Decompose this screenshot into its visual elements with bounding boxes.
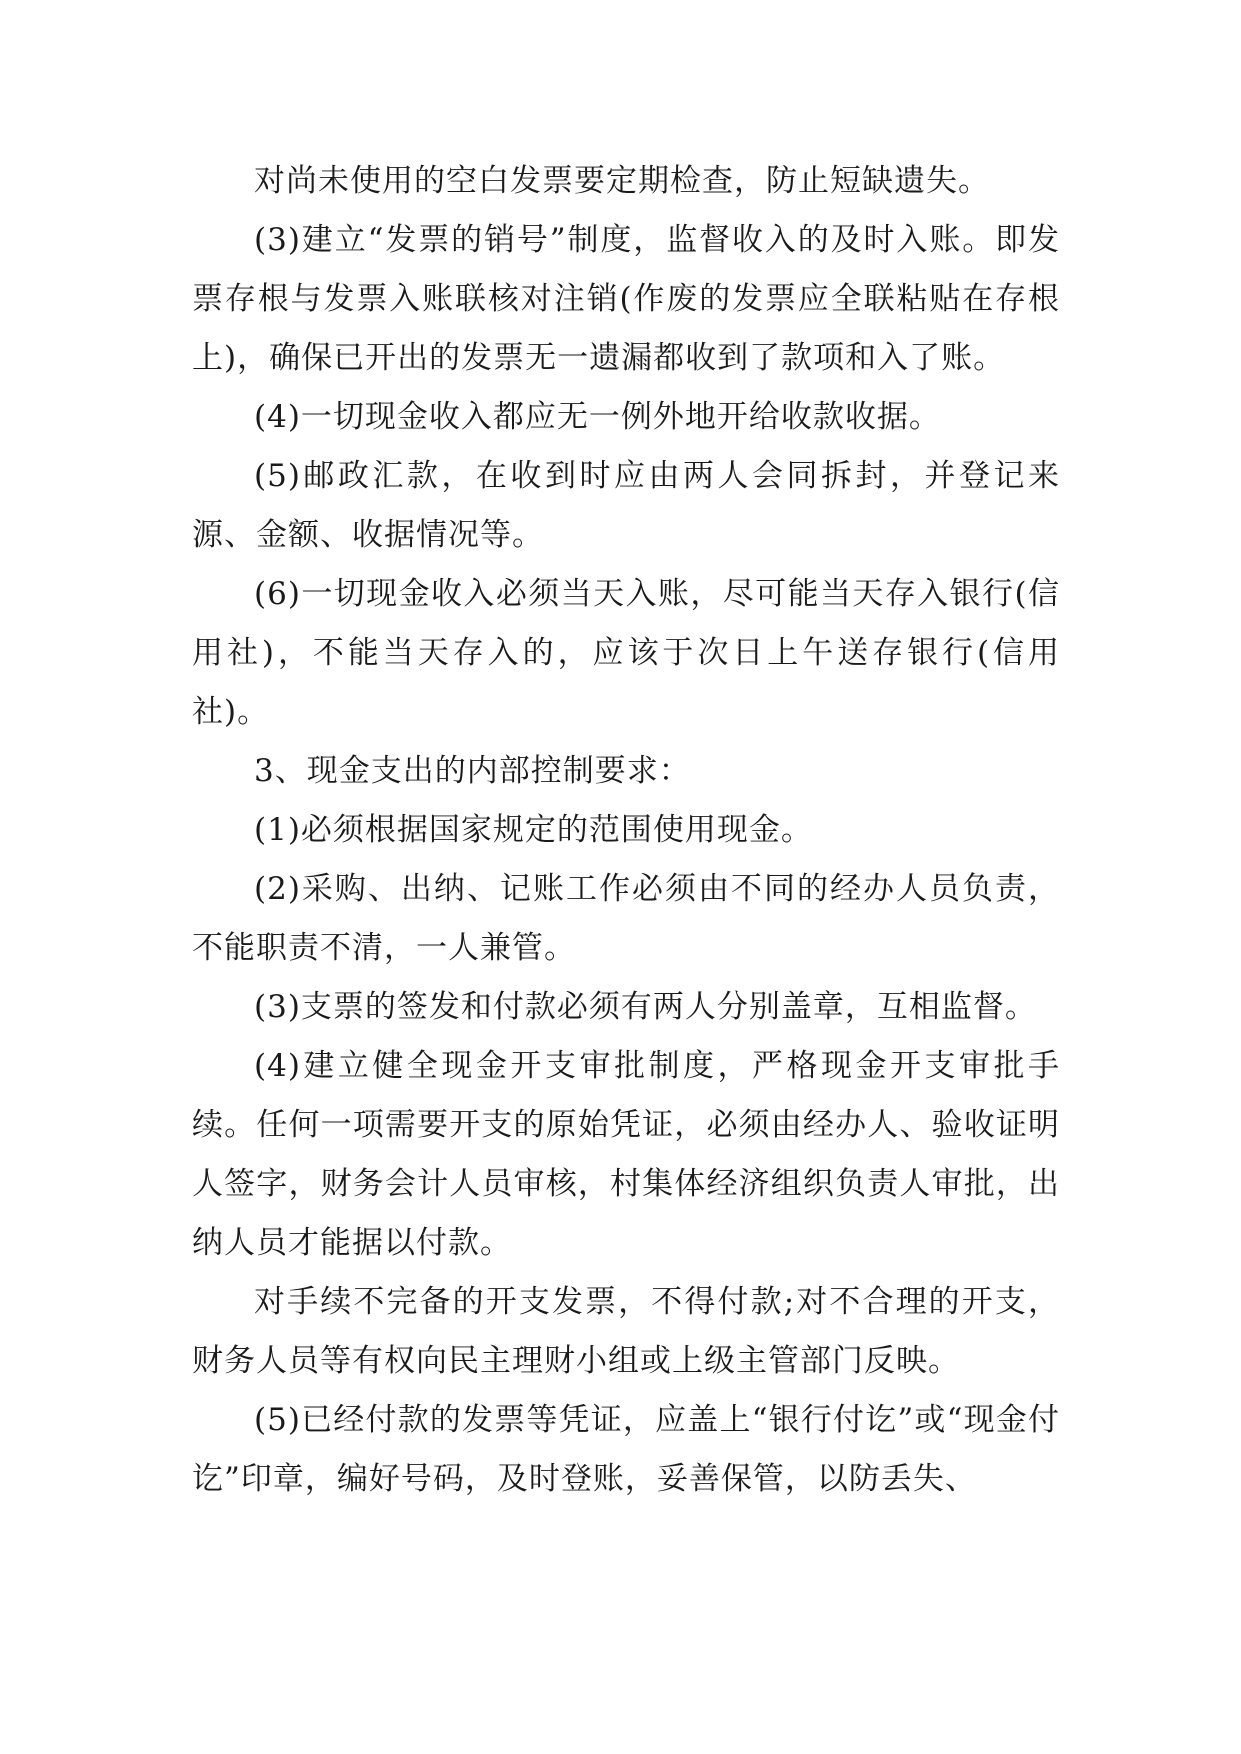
paragraph: (1)必须根据国家规定的范围使用现金。: [254, 812, 813, 848]
paragraph: (6)一切现金收入必须当天入账，尽可能当天存入银行(信用社)，不能当天存入的，应该于次日上午送存银行(信用社)。: [192, 576, 1060, 730]
paragraph: 对手续不完备的开支发票，不得付款;对不合理的开支，财务人员等有权向民主理财小组或上级主管部门反映。: [192, 1284, 1060, 1379]
paragraph: (2)采购、出纳、记账工作必须由不同的经办人员负责，不能职责不清，一人兼管。: [192, 871, 1060, 966]
document-page: [192, 152, 1060, 1509]
paragraph: (4)一切现金收入都应无一例外地开给收款收据。: [254, 399, 941, 435]
paragraph: (4)建立健全现金开支审批制度，严格现金开支审批手续。任何一项需要开支的原始凭证，必须由经办人、验收证明人签字，财务会计人员审核，村集体经济组织负责人审批，出纳人员才能据以付款。: [192, 1048, 1060, 1261]
paragraph: 对尚未使用的空白发票要定期检查，防止短缺遗失。: [254, 163, 990, 199]
paragraph: (5)邮政汇款，在收到时应由两人会同拆封，并登记来源、金额、收据情况等。: [192, 458, 1060, 553]
paragraph: (3)建立“发票的销号”制度，监督收入的及时入账。即发票存根与发票入账联核对注销(作废的发票应全联粘贴在存根上)，确保已开出的发票无一遗漏都收到了款项和入了账。: [192, 222, 1060, 376]
paragraph: (5)已经付款的发票等凭证，应盖上“银行付讫”或“现金付讫”印章，编好号码，及时登账，妥善保管，以防丢失、: [192, 1402, 1060, 1497]
section-heading: 3、现金支出的内部控制要求：: [254, 753, 691, 789]
paragraph: (3)支票的签发和付款必须有两人分别盖章，互相监督。: [254, 989, 1037, 1025]
